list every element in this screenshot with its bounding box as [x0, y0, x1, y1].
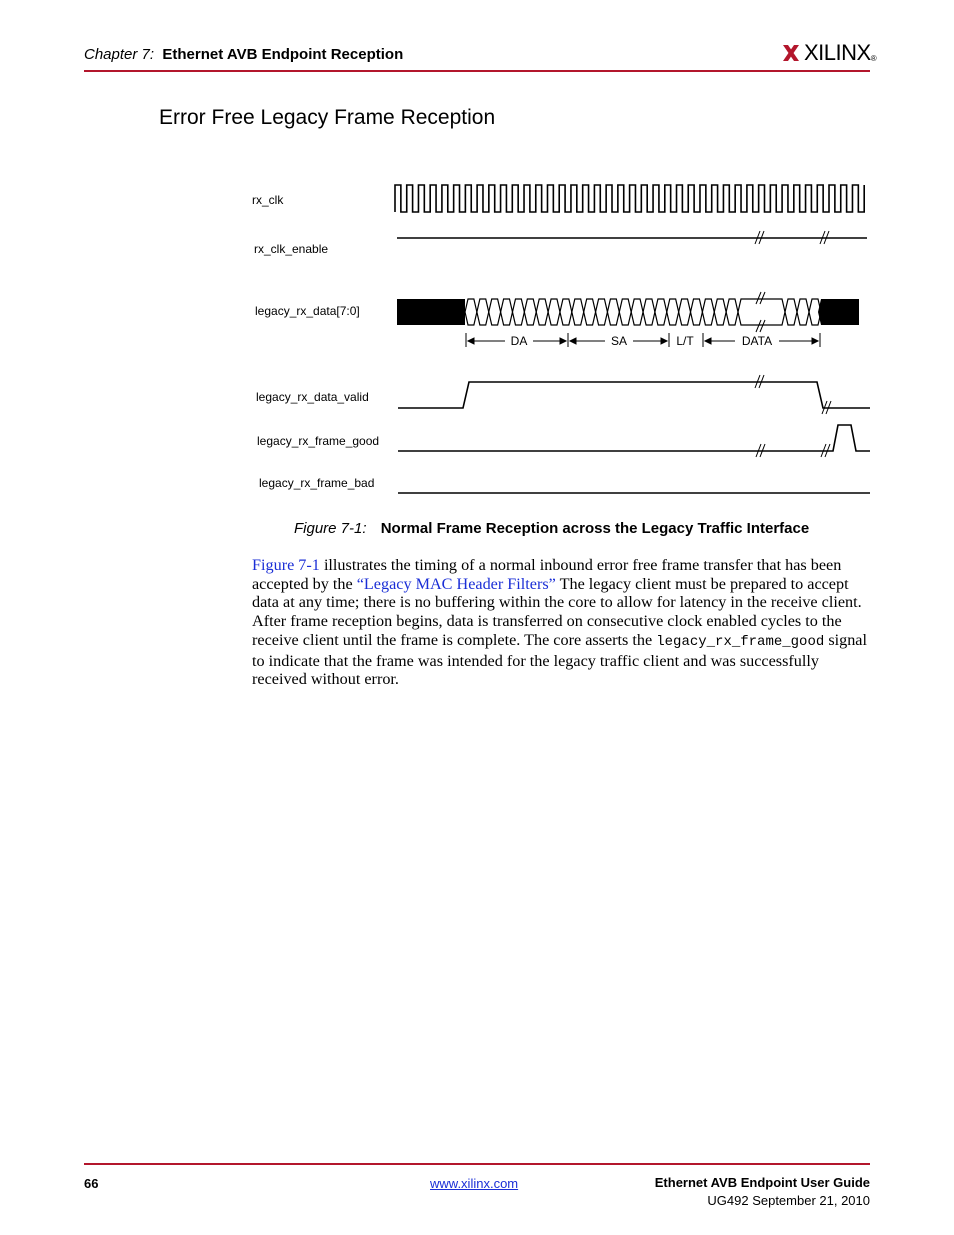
break-marker	[756, 292, 765, 332]
body-paragraph	[252, 556, 872, 689]
signal-label-rx-clk-enable: rx_clk_enable	[254, 242, 329, 256]
legacy-rx-data-waveform	[397, 292, 859, 332]
legacy-rx-frame-good-waveform	[398, 425, 870, 457]
data-byte-cell	[584, 299, 596, 325]
data-byte-cell	[596, 299, 608, 325]
segment-label-sa: SA	[610, 334, 628, 348]
rx-clk-waveform	[395, 185, 864, 212]
signal-name-code: legacy_rx_frame_good	[656, 633, 825, 650]
figure-reference-link[interactable]: Figure 7-1	[252, 556, 320, 574]
segment-label-da: DA	[510, 334, 528, 348]
chapter-prefix: Chapter 7:	[84, 46, 155, 63]
footer-doc-title: Ethernet AVB Endpoint User Guide	[654, 1175, 870, 1190]
data-byte-cell	[619, 299, 631, 325]
segment-label-data: DATA	[741, 334, 773, 348]
signal-labels	[252, 193, 379, 490]
data-byte-cell	[631, 299, 643, 325]
data-byte-cell	[572, 299, 584, 325]
data-byte-cell	[785, 299, 797, 325]
page-number: 66	[84, 1176, 99, 1191]
footer-url-link[interactable]: www.xilinx.com	[430, 1176, 519, 1191]
data-byte-cell	[691, 299, 703, 325]
data-byte-cell	[679, 299, 691, 325]
data-byte-cell	[738, 299, 785, 325]
figure-caption	[294, 520, 809, 537]
section-title: Error Free Legacy Frame Reception	[159, 106, 496, 129]
data-byte-cell	[714, 299, 726, 325]
logo-registered-mark: ®	[870, 53, 877, 63]
data-byte-cell	[477, 299, 489, 325]
data-byte-cell	[667, 299, 679, 325]
data-byte-cell	[536, 299, 548, 325]
signal-label-legacy-rx-frame-bad: legacy_rx_frame_bad	[259, 476, 375, 490]
figure-caption-text: Normal Frame Reception across the Legacy Traffic Interface	[380, 520, 810, 537]
data-byte-cell	[655, 299, 667, 325]
body-text-3: signal to indicate that the frame was intended for the legacy traffic client and was successfully received without error.	[252, 630, 867, 689]
data-byte-cell	[607, 299, 619, 325]
header-filters-link[interactable]: “Legacy MAC Header Filters”	[356, 574, 556, 593]
data-byte-cell	[702, 299, 714, 325]
chapter-title: Ethernet AVB Endpoint Reception	[162, 46, 404, 63]
data-byte-cell	[560, 299, 572, 325]
timing-diagram	[0, 0, 954, 520]
body-text-1: illustrates the timing of a normal inbound error free frame transfer that has been accepted by the	[252, 556, 842, 593]
figure-caption-number: Figure 7-1:	[294, 520, 367, 537]
signal-label-legacy-rx-data-valid: legacy_rx_data_valid	[256, 390, 369, 404]
logo-wordmark: XILINX	[804, 40, 871, 65]
legacy-rx-data-valid-waveform	[398, 375, 870, 414]
data-byte-cell	[797, 299, 809, 325]
data-byte-cell	[524, 299, 536, 325]
data-byte-cell	[548, 299, 560, 325]
rx-clk-enable-waveform	[397, 231, 867, 244]
signal-label-rx-clk: rx_clk	[252, 193, 284, 207]
data-byte-cell	[501, 299, 513, 325]
data-byte-cell	[465, 299, 477, 325]
data-byte-cell	[489, 299, 501, 325]
data-byte-cell	[726, 299, 738, 325]
footer-doc-id: UG492 September 21, 2010	[707, 1193, 870, 1208]
body-text-2: The legacy client must be prepared to accept data at any time; there is no buffering within the core to allow for latency in the receive client. After frame reception begins, data is transferred on consecutive clock enabled cycles to the receive client until the frame is complete. The core asserts the	[252, 574, 862, 649]
signal-label-legacy-rx-frame-good: legacy_rx_frame_good	[257, 434, 380, 448]
data-byte-cell	[512, 299, 524, 325]
data-byte-cell	[643, 299, 655, 325]
signal-label-legacy-rx-data: legacy_rx_data[7:0]	[255, 304, 360, 318]
segment-label-lt: L/T	[676, 334, 694, 348]
footer-rule	[84, 1163, 870, 1165]
